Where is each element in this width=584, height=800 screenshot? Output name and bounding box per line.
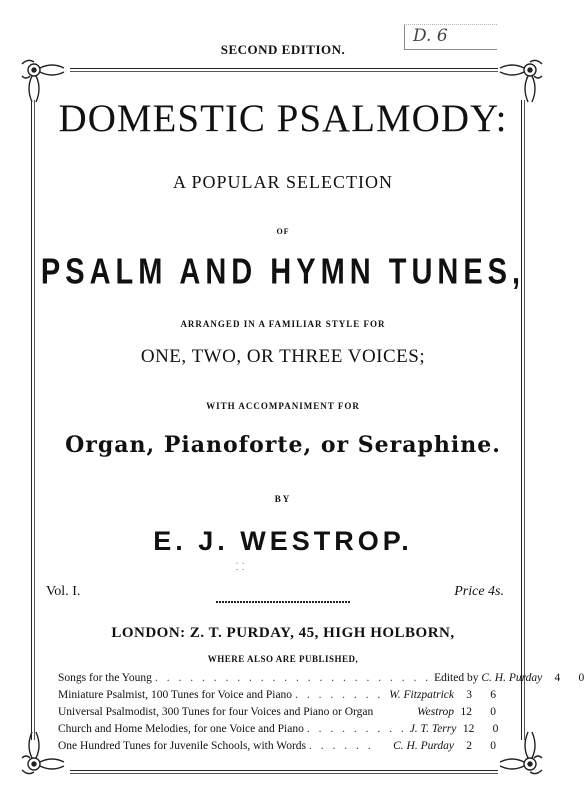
border-left	[31, 100, 32, 740]
border-left-inner	[34, 100, 35, 740]
book-title: Universal Psalmodist, 300 Tunes for four Voices and Piano or Organ	[58, 706, 374, 718]
voices-heading: ONE, TWO, OR THREE VOICES;	[140, 346, 426, 367]
border-top-inner	[70, 71, 498, 72]
leader-dots: . . . . . . . . . . . . . . . . . . . . . . . .	[154, 672, 432, 684]
page-title: DOMESTIC PSALMODY:	[58, 97, 508, 140]
price-label: Price 4s.	[454, 584, 504, 599]
list-item	[58, 721, 499, 738]
leader-dots: . . . . . . . . .	[306, 723, 407, 735]
publisher-line: LONDON: Z. T. PURDAY, 45, HIGH HOLBORN,	[111, 625, 455, 641]
book-price-pence: 0	[490, 740, 496, 752]
library-stamp	[404, 24, 497, 50]
book-title: One Hundred Tunes for Juvenile Schools, with Words	[58, 740, 307, 752]
border-bottom	[70, 770, 498, 771]
advert-list	[58, 670, 584, 755]
book-price-shillings: 4	[554, 672, 561, 684]
border-top	[70, 68, 498, 69]
tunes-heading: PSALM AND HYMN TUNES,	[40, 252, 526, 292]
book-editor: J. T. Terry	[409, 723, 457, 735]
book-price-pence: 0	[490, 706, 496, 718]
book-editor: Westrop	[417, 706, 454, 718]
accompaniment-label: WITH ACCOMPANIMENT FOR	[206, 401, 360, 411]
edition-label: SECOND EDITION.	[220, 42, 346, 57]
corner-ornament-bottom-right-icon	[492, 728, 552, 788]
author-name: E. J. WESTROP.	[153, 526, 413, 556]
book-price-shillings: 2	[466, 740, 472, 752]
also-published-label: WHERE ALSO ARE PUBLISHED,	[207, 654, 359, 664]
leader-dots: . . . . . . . .	[295, 689, 384, 701]
instruments-heading: Organ, Pianoforte, or Seraphine.	[65, 432, 501, 458]
leader-dots: . . . . . .	[309, 740, 374, 752]
ornamental-rule	[216, 601, 350, 603]
border-bottom-inner	[70, 773, 498, 774]
book-price-shillings: 12	[462, 723, 475, 735]
subtitle: A POPULAR SELECTION	[172, 172, 393, 192]
book-price-pence: 6	[490, 689, 496, 701]
book-editor: W. Fitzpatrick	[389, 689, 454, 701]
stamp-mark: D. 6	[413, 26, 448, 46]
border-right-inner	[524, 100, 525, 740]
book-price-pence: 0	[578, 672, 584, 684]
volume-label: Vol. I.	[46, 584, 81, 599]
list-item	[58, 670, 584, 687]
arranged-label: ARRANGED IN A FAMILIAR STYLE FOR	[180, 319, 386, 329]
ink-mark-icon: ⸬	[236, 562, 245, 573]
border-right	[521, 100, 522, 740]
book-title: Church and Home Melodies, for one Voice and Piano	[58, 723, 304, 735]
book-price-shillings: 3	[466, 689, 472, 701]
list-item	[58, 704, 496, 721]
book-editor: Edited by C. H. Purday	[434, 672, 543, 684]
book-price-shillings: 12	[460, 706, 472, 718]
list-item	[58, 687, 496, 704]
book-editor: C. H. Purday	[393, 740, 454, 752]
of-label: OF	[276, 227, 290, 236]
book-price-pence: 0	[492, 723, 499, 735]
book-title: Songs for the Young	[58, 672, 152, 684]
by-label: BY	[274, 494, 292, 504]
book-title: Miniature Psalmist, 100 Tunes for Voice and Piano	[58, 689, 293, 701]
list-item	[58, 738, 496, 755]
